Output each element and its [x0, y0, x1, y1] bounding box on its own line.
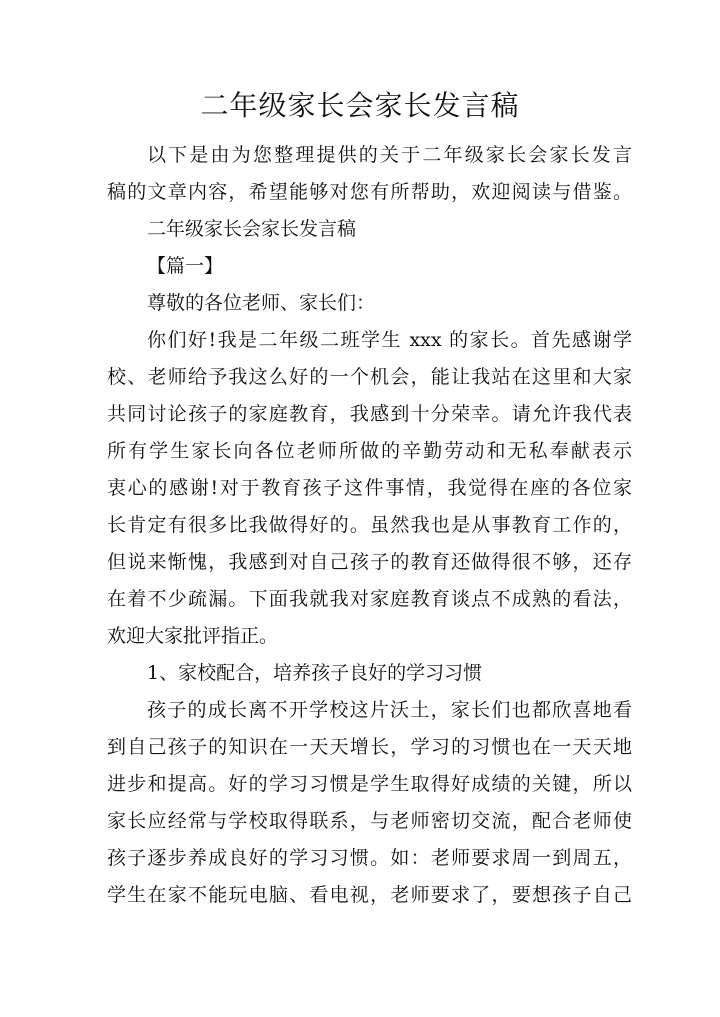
salutation-line: 尊敬的各位老师、家长们： [147, 292, 376, 314]
paragraph-line: 欢迎大家批评指正。 [107, 625, 279, 647]
paragraph-line: 所有学生家长向各位老师所做的辛勤劳动和无私奉献表示 [107, 440, 632, 462]
paragraph-line: 但说来惭愧，我感到对自己孩子的教育还做得很不够，还存 [107, 551, 632, 573]
paragraph-line: 家长应经常与学校取得联系，与老师密切交流，配合老师使 [107, 810, 632, 832]
paragraph-line: 校、老师给予我这么好的一个机会，能让我站在这里和大家 [107, 366, 632, 388]
paragraph-line: 在着不少疏漏。下面我就我对家庭教育谈点不成熟的看法， [107, 588, 632, 610]
paragraph-line: 学生在家不能玩电脑、看电视，老师要求了，要想孩子自己 [107, 884, 632, 906]
paragraph-line: 孩子的成长离不开学校这片沃土，家长们也都欣喜地看 [147, 699, 632, 721]
paragraph-line: 以下是由为您整理提供的关于二年级家长会家长发言 [147, 144, 632, 166]
paragraph-line: 衷心的感谢!对于教育孩子这件事情，我觉得在座的各位家 [107, 477, 632, 499]
section-heading: 1、家校配合，培养孩子良好的学习习惯 [147, 662, 483, 684]
paragraph-line: 进步和提高。好的学习习惯是学生取得好成绩的关键，所以 [107, 773, 632, 795]
document-title: 二年级家长会家长发言稿 [200, 89, 520, 122]
document-body [107, 137, 632, 914]
paragraph-line: 到自己孩子的知识在一天天增长，学习的习惯也在一天天地 [107, 736, 632, 758]
paragraph-line: 长肯定有很多比我做得好的。虽然我也是从事教育工作的， [107, 514, 632, 536]
paragraph-line: 孩子逐步养成良好的学习习惯。如：老师要求周一到周五， [107, 847, 632, 869]
subtitle-line: 二年级家长会家长发言稿 [147, 218, 357, 240]
paragraph-line: 稿的文章内容，希望能够对您有所帮助，欢迎阅读与借鉴。 [107, 181, 632, 203]
paragraph-line: 你们好!我是二年级二班学生 xxx 的家长。首先感谢学 [147, 329, 632, 351]
section-heading: 【篇一】 [147, 255, 224, 277]
paragraph-line: 共同讨论孩子的家庭教育，我感到十分荣幸。请允许我代表 [107, 403, 632, 425]
